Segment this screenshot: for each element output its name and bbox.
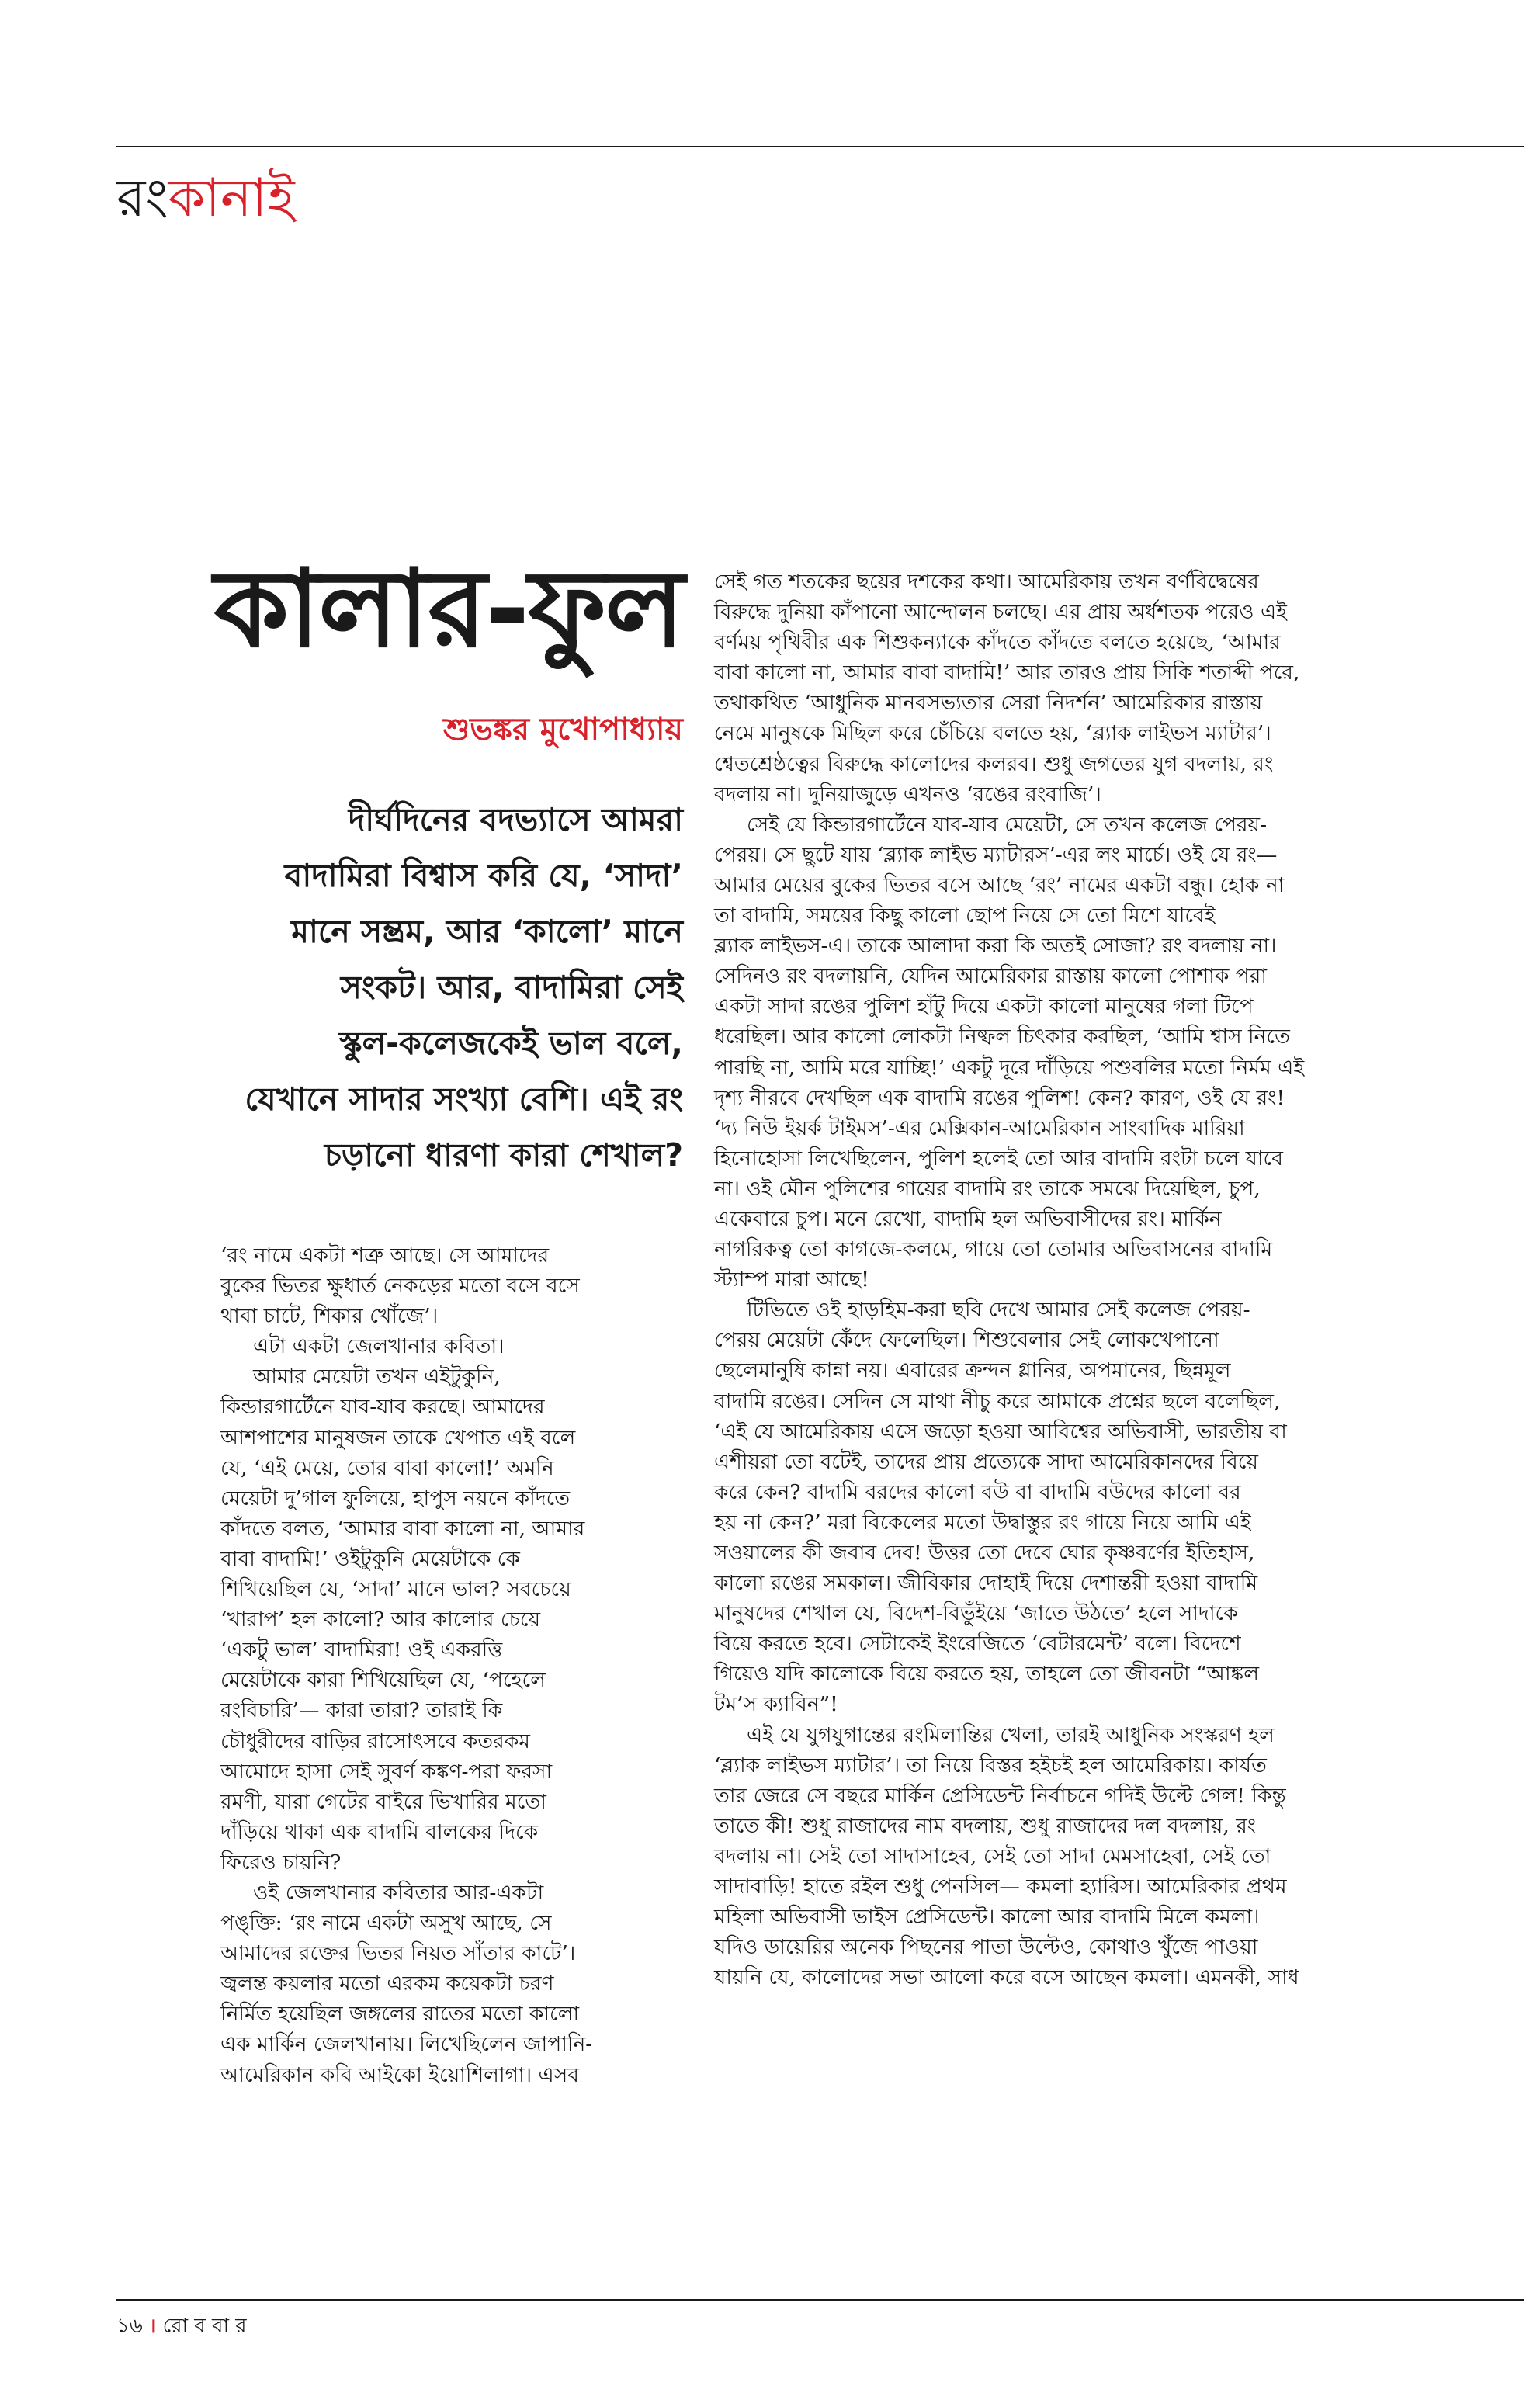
standfirst-line: স্কুল-কলেজকেই ভাল বলে, xyxy=(339,1025,683,1062)
body-line: নির্মিত হয়েছিল জঙ্গলের রাতের মতো কালো xyxy=(220,2002,580,2027)
body-line: কিন্ডারগার্টেনে যাব-যাব করছে। আমাদের xyxy=(220,1395,545,1420)
body-line: এটা একটা জেলখানার কবিতা। xyxy=(253,1334,505,1359)
body-line: দাঁড়িয়ে থাকা এক বাদামি বালকের দিকে xyxy=(220,1819,539,1844)
top-rule xyxy=(116,146,1524,147)
body-line: থাবা চাটে, শিকার খোঁজে’। xyxy=(220,1304,439,1329)
body-line: নেমে মানুষকে মিছিল করে চেঁচিয়ে বলতে হয়, ‘ব্ল্যাক লাইভস ম্যাটার’। xyxy=(714,721,1271,746)
body-line: শিখিয়েছিল যে, ‘সাদা’ মানে ভাল? সবচেয়ে xyxy=(220,1577,571,1602)
body-line: টম’স ক্যাবিন”! xyxy=(714,1692,838,1717)
body-line: বদলায় না। দুনিয়াজুড়ে এখনও ‘রঙের রংবাজি’। xyxy=(714,782,1101,806)
body-line: বাবা বাদামি!’ ওইটুকুনি মেয়েটাকে কে xyxy=(220,1546,520,1571)
body-line: হয় না কেন?’ মরা বিকেলের মতো উদ্বাস্তুর রং গায়ে নিয়ে আমি এই xyxy=(714,1510,1251,1535)
body-line: পঙ্‌ক্তি: ‘রং নামে একটা অসুখ আছে, সে xyxy=(220,1911,552,1936)
body-line: সেদিনও রং বদলায়নি, যেদিন আমেরিকার রাস্তায় কালো পোশাক পরা xyxy=(714,964,1268,989)
body-line: এই যে যুগযুগান্তের রংমিলান্তির খেলা, তারই আধুনিক সংস্করণ হল xyxy=(747,1722,1275,1747)
body-line: টিভিতে ওই হাড়হিম-করা ছবি দেখে আমার সেই কলেজ পেরয়- xyxy=(747,1298,1250,1323)
section-label-part2: কানাই xyxy=(168,168,295,229)
body-line: পারছি না, আমি মরে যাচ্ছি!’ একটু দূরে দাঁড়িয়ে পশুবলির মতো নির্মম এই xyxy=(714,1055,1305,1080)
body-line: স্ট্যাম্প মারা আছে! xyxy=(714,1268,869,1292)
body-line: পেরয় মেয়েটা কেঁদে ফেলেছিল। শিশুবেলার সেই লোকখেপানো xyxy=(714,1328,1219,1353)
magazine-name: রো ব বা র xyxy=(162,2315,247,2338)
article-byline: শুভঙ্কর মুখোপাধ্যায় xyxy=(442,712,683,747)
body-line: এক মার্কিন জেলখানায়। লিখেছিলেন জাপানি- xyxy=(220,2032,593,2057)
body-line: করে কেন? বাদামি বরদের কালো বউ বা বাদামি বউদের কালো বর xyxy=(714,1479,1241,1504)
article-headline: কালার-ফুল xyxy=(213,546,683,671)
body-line: বদলায় না। সেই তো সাদাসাহেব, সেই তো সাদা মেমসাহেবা, সেই তো xyxy=(714,1843,1271,1868)
body-line: তাতে কী! শুধু রাজাদের নাম বদলায়, শুধু রাজাদের দল বদলায়, রং xyxy=(714,1813,1257,1838)
body-line: একেবারে চুপ। মনে রেখো, বাদামি হল অভিবাসীদের রং। মার্কিন xyxy=(714,1206,1222,1231)
standfirst-line: যেখানে সাদার সংখ্যা বেশি। এই রং xyxy=(245,1080,683,1118)
body-line: বর্ণময় পৃথিবীর এক শিশুকন্যাকে কাঁদতে কাঁদতে বলতে হয়েছে, ‘আমার xyxy=(714,630,1281,655)
body-line: যায়নি যে, কালোদের সভা আলো করে বসে আছেন কমলা। এমনকী, সাধ xyxy=(714,1965,1299,1990)
body-line: ছেলেমানুষি কান্না নয়। এবারের ক্রন্দন গ্লানির, অপমানের, ছিন্নমূল xyxy=(714,1358,1231,1383)
body-line: কাঁদতে বলত, ‘আমার বাবা কালো না, আমার xyxy=(220,1516,585,1541)
section-label xyxy=(116,161,295,236)
footer-separator: । xyxy=(148,2315,157,2338)
body-line: যে, ‘এই মেয়ে, তোর বাবা কালো!’ অমনি xyxy=(220,1455,554,1480)
body-line: একটা সাদা রঙের পুলিশ হাঁটু দিয়ে একটা কালো মানুষের গলা টিপে xyxy=(714,994,1254,1019)
body-line: মহিলা অভিবাসী ভাইস প্রেসিডেন্ট। কালো আর বাদামি মিলে কমলা। xyxy=(714,1905,1260,1930)
body-line: হিনোহোসা লিখেছিলেন, পুলিশ হলেই তো আর বাদামি রংটা চলে যাবে xyxy=(714,1146,1283,1170)
body-line: রংবিচারি’— কারা তারা? তারাই কি xyxy=(220,1698,503,1723)
body-line: সেই যে কিন্ডারগার্টেনে যাব-যাব মেয়েটা, সে তখন কলেজ পেরয়- xyxy=(747,812,1268,837)
body-line: ‘দ্য নিউ ইয়র্ক টাইমস’-এর মেক্সিকান-আমেরিকান সাংবাদিক মারিয়া xyxy=(714,1115,1245,1140)
bottom-rule xyxy=(116,2299,1524,2301)
body-line: সেই গত শতকের ছয়ের দশকের কথা। আমেরিকায় তখন বর্ণবিদ্বেষের xyxy=(714,570,1259,594)
body-line: তার জেরে সে বছরে মার্কিন প্রেসিডেন্ট নির্বাচনে গদিই উল্টে গেল! কিন্তু xyxy=(714,1783,1286,1808)
body-line: ‘রং নামে একটা শত্রু আছে। সে আমাদের xyxy=(220,1243,550,1268)
body-line: তথাকথিত ‘আধুনিক মানবসভ্যতার সেরা নিদর্শন’ আমেরিকার রাস্তায় xyxy=(714,691,1263,716)
body-line: মানুষদের শেখাল যে, বিদেশ-বিভুঁইয়ে ‘জাতে উঠতে’ হলে সাদাকে xyxy=(714,1601,1238,1626)
article-standfirst xyxy=(140,792,683,1183)
body-line: আশপাশের মানুষজন তাকে খেপাত এই বলে xyxy=(220,1425,576,1450)
body-column-left xyxy=(220,1240,686,2090)
body-line: জ্বলন্ত কয়লার মতো এরকম কয়েকটা চরণ xyxy=(220,1972,554,1996)
section-label-part1: রং xyxy=(116,168,168,229)
body-line: বাদামি রঙের। সেদিন সে মাথা নীচু করে আমাকে প্রশ্নের ছলে বলেছিল, xyxy=(714,1389,1281,1413)
body-line: চৌধুরীদের বাড়ির রাসোৎসবে কতরকম xyxy=(220,1729,530,1753)
body-line: আমার মেয়ের বুকের ভিতর বসে আছে ‘রং’ নামের একটা বন্ধু। হোক না xyxy=(714,872,1285,897)
body-line: মেয়েটাকে কারা শিখিয়েছিল যে, ‘পহেলে xyxy=(220,1668,546,1693)
standfirst-line: দীর্ঘদিনের বদভ্যাসে আমরা xyxy=(348,801,683,838)
standfirst-line: চড়ানো ধারণা কারা শেখাল? xyxy=(324,1136,683,1174)
body-line: ‘খারাপ’ হল কালো? আর কালোর চেয়ে xyxy=(220,1607,541,1632)
body-line: বুকের ভিতর ক্ষুধার্ত নেকড়ের মতো বসে বসে xyxy=(220,1274,580,1299)
standfirst-line: বাদামিরা বিশ্বাস করি যে, ‘সাদা’ xyxy=(284,857,683,894)
body-line: ফিরেও চায়নি? xyxy=(220,1850,342,1875)
body-line: সওয়ালের কী জবাব দেব! উত্তর তো দেবে ঘোর কৃষ্ণবর্ণের ইতিহাস, xyxy=(714,1541,1255,1565)
body-line: বাবা কালো না, আমার বাবা বাদামি!’ আর তারও প্রায় সিকি শতাব্দী পরে, xyxy=(714,661,1300,685)
body-line: তা বাদামি, সময়ের কিছু কালো ছোপ নিয়ে সে তো মিশে যাবেই xyxy=(714,903,1216,928)
body-line: মেয়েটা দু’গাল ফুলিয়ে, হাপুস নয়নে কাঁদতে xyxy=(220,1486,571,1510)
body-line: ‘একটু ভাল’ বাদামিরা! ওই একরত্তি xyxy=(220,1638,503,1663)
body-line: সাদাবাড়ি! হাতে রইল শুধু পেনসিল— কমলা হ্যারিস। আমেরিকার প্রথম xyxy=(714,1875,1287,1899)
body-line: বিরুদ্ধে দুনিয়া কাঁপানো আন্দোলন চলছে। এর প্রায় অর্ধশতক পরেও এই xyxy=(714,600,1287,625)
body-line: দৃশ্য নীরবে দেখছিল এক বাদামি রঙের পুলিশ! কেন? কারণ, ওই যে রং! xyxy=(714,1085,1285,1110)
page-footer xyxy=(116,2311,247,2342)
body-line: আমার মেয়েটা তখন এইটুকুনি, xyxy=(253,1365,501,1389)
body-line: বিয়ে করতে হবে। সেটাকেই ইংরেজিতে ‘বেটারমেন্ট’ বলে। বিদেশে xyxy=(714,1632,1241,1656)
body-line: নাগরিকত্ব তো কাগজে-কলমে, গায়ে তো তোমার অভিবাসনের বাদামি xyxy=(714,1237,1273,1262)
body-line: আমাদের রক্তের ভিতর নিয়ত সাঁতার কাটে’। xyxy=(220,1941,576,1966)
body-line: শ্বেতশ্রেষ্ঠত্বের বিরুদ্ধে কালোদের কলরব। শুধু জগতের যুগ বদলায়, রং xyxy=(714,751,1274,776)
body-column-right xyxy=(714,567,1514,1992)
body-line: এশীয়রা তো বটেই, তাদের প্রায় প্রত্যেকে সাদা আমেরিকানদের বিয়ে xyxy=(714,1449,1259,1474)
body-line: আমেরিকান কবি আইকো ইয়োশিলাগা। এসব xyxy=(220,2062,579,2087)
body-line: গিয়েও যদি কালোকে বিয়ে করতে হয়, তাহলে তো জীবনটা “আঙ্কল xyxy=(714,1662,1259,1687)
body-line: ‘এই যে আমেরিকায় এসে জড়ো হওয়া আবিশ্বের অভিবাসী, ভারতীয় বা xyxy=(714,1419,1287,1444)
body-line: কালো রঙের সমকাল। জীবিকার দোহাই দিয়ে দেশান্তরী হওয়া বাদামি xyxy=(714,1571,1258,1596)
body-line: ধরেছিল। আর কালো লোকটা নিষ্ফল চিৎকার করছিল, ‘আমি শ্বাস নিতে xyxy=(714,1025,1290,1049)
body-line: আমোদে হাসা সেই সুবর্ণ কঙ্কণ-পরা ফরসা xyxy=(220,1759,553,1784)
body-line: যদিও ডায়েরির অনেক পিছনের পাতা উল্টেও, কোথাও খুঁজে পাওয়া xyxy=(714,1935,1258,1960)
body-line: ‘ব্ল্যাক লাইভস ম্যাটার’। তা নিয়ে বিস্তর হইচই হল আমেরিকায়। কার্যত xyxy=(714,1753,1267,1777)
body-line: ওই জেলখানার কবিতার আর-একটা xyxy=(253,1880,544,1905)
body-line: রমণী, যারা গেটের বাইরে ভিখারির মতো xyxy=(220,1789,546,1814)
body-line: ব্ল্যাক লাইভস-এ। তাকে আলাদা করা কি অতই সোজা? রং বদলায় না। xyxy=(714,934,1277,959)
standfirst-line: মানে সম্ভ্রম, আর ‘কালো’ মানে xyxy=(291,913,683,950)
body-line: পেরয়। সে ছুটে যায় ‘ব্ল্যাক লাইভ ম্যাটারস’-এর লং মার্চে। ওই যে রং— xyxy=(714,842,1278,867)
standfirst-line: সংকট। আর, বাদামিরা সেই xyxy=(340,969,683,1006)
page-number: ১৬ xyxy=(116,2315,143,2338)
body-line: না। ওই মৌন পুলিশের গায়ের বাদামি রং তাকে সমঝে দিয়েছিল, চুপ, xyxy=(714,1176,1261,1201)
